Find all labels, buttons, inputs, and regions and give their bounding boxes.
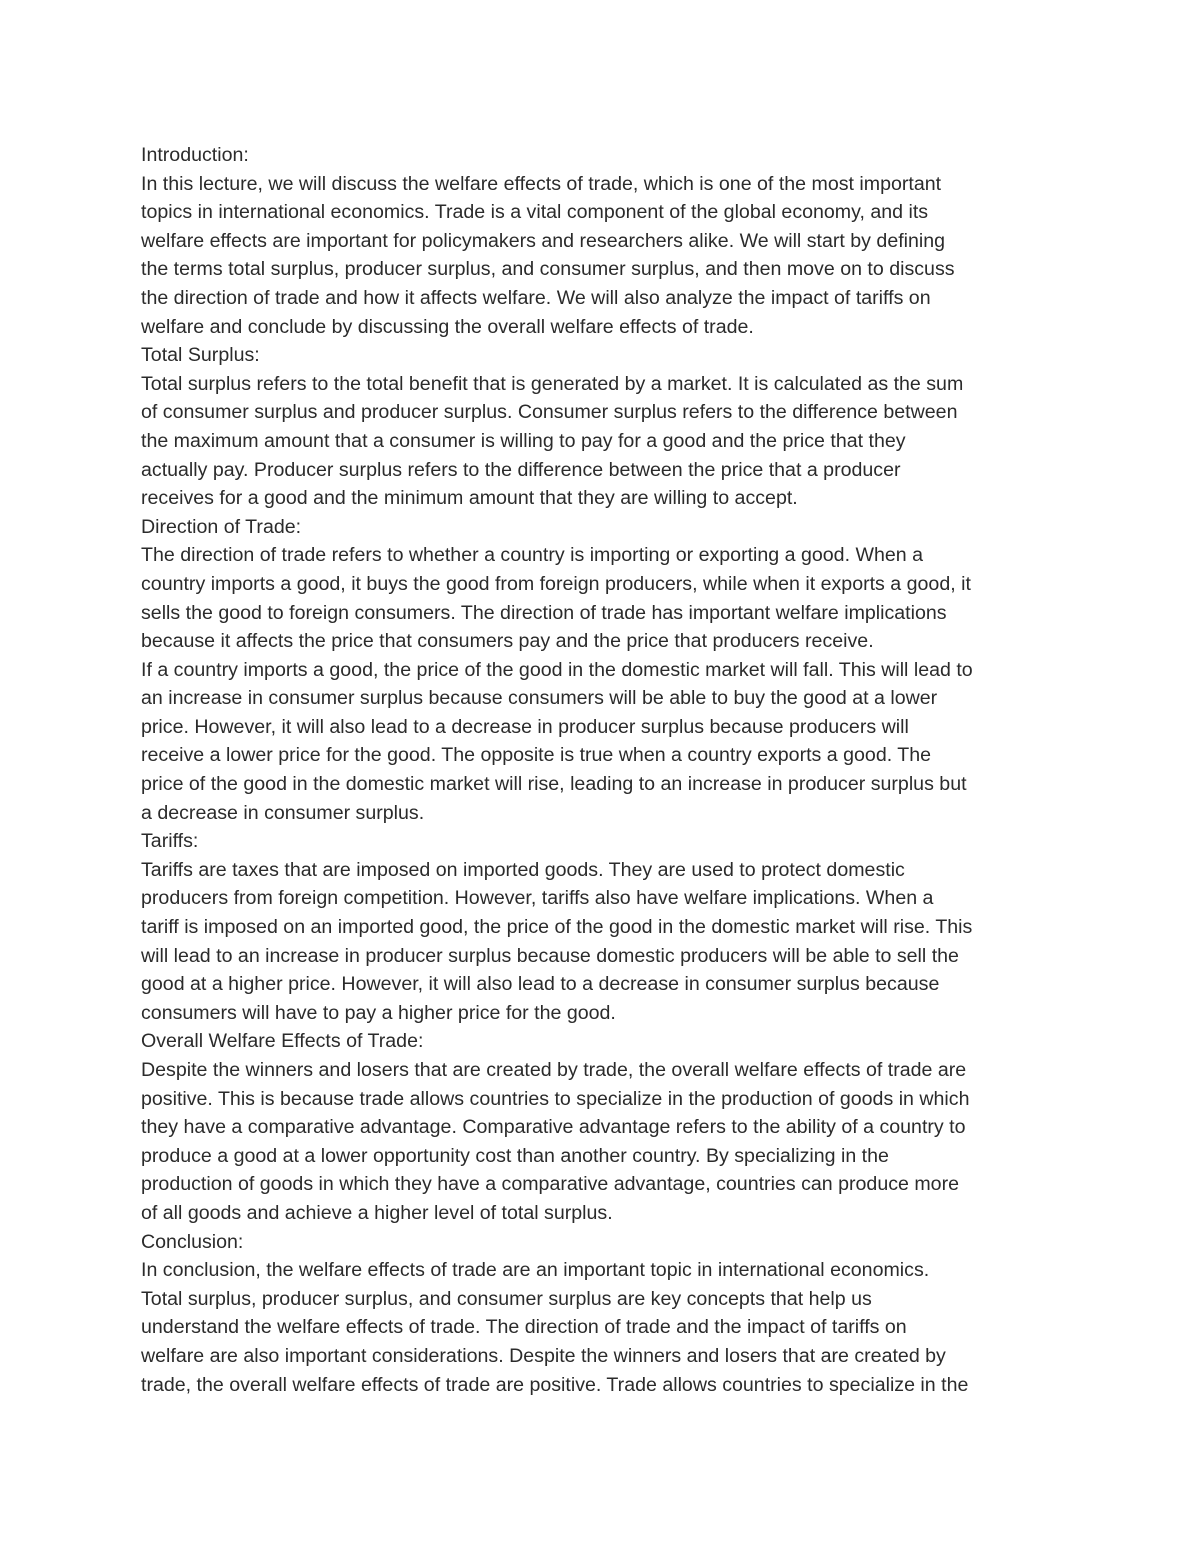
- text-line: receives for a good and the minimum amount that they are willing to accept.: [141, 487, 798, 510]
- text-line: will lead to an increase in producer surplus because domestic producers will be able to sell the: [141, 944, 959, 967]
- text-line: Total surplus refers to the total benefit that is generated by a market. It is calculated as the sum: [141, 372, 964, 395]
- text-line: production of goods in which they have a comparative advantage, countries can produce more: [141, 1173, 959, 1196]
- section-heading-total-surplus: Total Surplus:: [141, 344, 260, 367]
- section-heading-tariffs: Tariffs:: [141, 830, 199, 853]
- text-line: tariff is imposed on an imported good, the price of the good in the domestic market will rise. This: [141, 916, 973, 939]
- text-line: country imports a good, it buys the good from foreign producers, while when it exports a good, it: [141, 572, 971, 595]
- text-line: a decrease in consumer surplus.: [141, 801, 425, 824]
- text-line: price. However, it will also lead to a decrease in producer surplus because producers will: [141, 715, 909, 738]
- text-line: Total surplus, producer surplus, and consumer surplus are key concepts that help us: [141, 1287, 872, 1310]
- section-heading-introduction: Introduction:: [141, 144, 249, 166]
- text-line: In this lecture, we will discuss the welfare effects of trade, which is one of the most important: [141, 172, 942, 195]
- text-line: of consumer surplus and producer surplus. Consumer surplus refers to the difference between: [141, 401, 958, 424]
- text-line: welfare and conclude by discussing the overall welfare effects of trade.: [141, 315, 754, 338]
- text-line: Despite the winners and losers that are created by trade, the overall welfare effects of trade are: [141, 1059, 967, 1081]
- text-line: they have a comparative advantage. Comparative advantage refers to the ability of a country to: [141, 1116, 966, 1139]
- text-line: because it affects the price that consumers pay and the price that producers receive.: [141, 630, 874, 653]
- text-line: producers from foreign competition. However, tariffs also have welfare implications. When a: [141, 887, 934, 910]
- text-line: The direction of trade refers to whether a country is importing or exporting a good. When a: [141, 544, 923, 567]
- text-line: receive a lower price for the good. The opposite is true when a country exports a good. The: [141, 744, 932, 767]
- text-line: an increase in consumer surplus because consumers will be able to buy the good at a lower: [141, 687, 938, 710]
- text-line: produce a good at a lower opportunity cost than another country. By specializing in the: [141, 1144, 889, 1167]
- text-line: trade, the overall welfare effects of trade are positive. Trade allows countries to specialize in the: [141, 1373, 969, 1396]
- text-line: actually pay. Producer surplus refers to the difference between the price that a producer: [141, 458, 901, 481]
- text-line: price of the good in the domestic market will rise, leading to an increase in producer surplus but: [141, 773, 967, 796]
- text-line: welfare effects are important for policymakers and researchers alike. We will start by defining: [141, 229, 946, 252]
- text-line: topics in international economics. Trade is a vital component of the global economy, and its: [141, 201, 929, 224]
- text-line: positive. This is because trade allows countries to specialize in the production of goods in which: [141, 1087, 970, 1110]
- text-line: the direction of trade and how it affects welfare. We will also analyze the impact of tariffs on: [141, 286, 931, 309]
- text-line: In conclusion, the welfare effects of trade are an important topic in international economics.: [141, 1259, 930, 1282]
- text-line: Tariffs are taxes that are imposed on imported goods. They are used to protect domestic: [141, 858, 905, 881]
- text-line: understand the welfare effects of trade. The direction of trade and the impact of tariffs on: [141, 1316, 907, 1339]
- text-line: welfare are also important considerations. Despite the winners and losers that are created by: [141, 1344, 946, 1367]
- text-line: the maximum amount that a consumer is willing to pay for a good and the price that they: [141, 429, 906, 452]
- document-body: [141, 141, 1066, 1399]
- section-heading-conclusion: Conclusion:: [141, 1230, 244, 1253]
- section-heading-overall-welfare: Overall Welfare Effects of Trade:: [141, 1030, 424, 1053]
- section-heading-direction-of-trade: Direction of Trade:: [141, 515, 302, 538]
- text-line: sells the good to foreign consumers. The direction of trade has important welfare implications: [141, 601, 947, 624]
- text-line: good at a higher price. However, it will also lead to a decrease in consumer surplus because: [141, 973, 940, 996]
- text-line: If a country imports a good, the price of the good in the domestic market will fall. This will lead to: [141, 658, 973, 681]
- text-line: of all goods and achieve a higher level of total surplus.: [141, 1201, 613, 1224]
- text-line: the terms total surplus, producer surplus, and consumer surplus, and then move on to discuss: [141, 258, 955, 281]
- text-line: consumers will have to pay a higher price for the good.: [141, 1001, 616, 1024]
